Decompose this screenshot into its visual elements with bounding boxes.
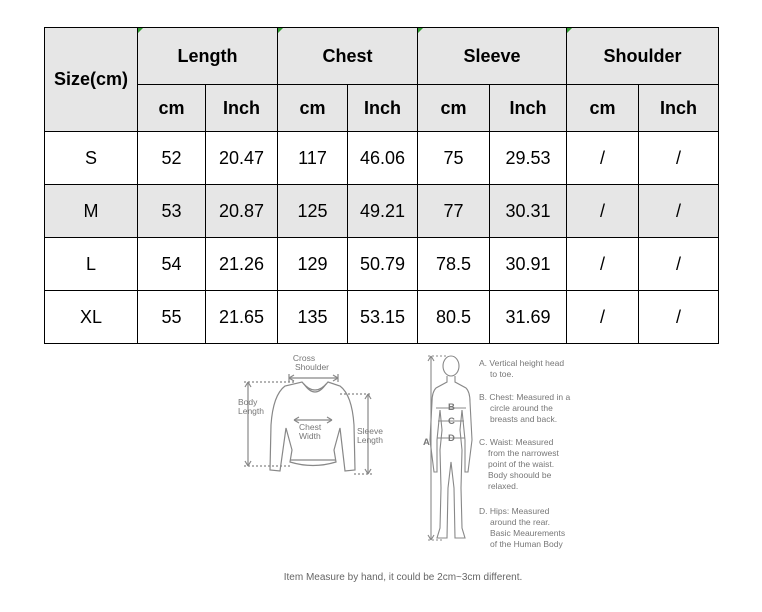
sleeve-length-label: Sleeve: [357, 426, 383, 436]
size-label: M: [45, 185, 138, 238]
table-cell: /: [639, 132, 719, 185]
note-line: point of the waist.: [488, 459, 555, 469]
table-cell: 135: [278, 291, 348, 344]
table-cell: 50.79: [348, 238, 418, 291]
table-cell: 52: [138, 132, 206, 185]
table-cell: /: [639, 185, 719, 238]
body-length-label: Length: [238, 406, 264, 416]
note-line: of the Human Body: [490, 539, 563, 549]
length-header: Length: [138, 28, 278, 85]
body-length-label: Body: [238, 397, 258, 407]
unit-header: cm: [418, 85, 490, 132]
body-figure: [428, 356, 472, 540]
chest-width-label: Width: [299, 431, 321, 441]
body-letter-d: D: [448, 433, 455, 444]
unit-header: Inch: [206, 85, 278, 132]
note-line: C. Waist: Measured: [479, 437, 554, 447]
size-chart-table: [44, 27, 719, 344]
table-cell: /: [567, 291, 639, 344]
table-row: [45, 185, 719, 238]
table-cell: 46.06: [348, 132, 418, 185]
note-line: circle around the: [490, 403, 553, 413]
table-cell: 31.69: [490, 291, 567, 344]
note-line: Basic Meaurements: [490, 528, 566, 538]
garment-diagram: [244, 374, 372, 474]
footer-note: Item Measure by hand, it could be 2cm~3cm different.: [283, 572, 523, 583]
table-cell: /: [567, 238, 639, 291]
body-notes: [479, 358, 570, 549]
table-row: [45, 238, 719, 291]
unit-header: cm: [567, 85, 639, 132]
note-line: to toe.: [490, 369, 514, 379]
chest-header: Chest: [278, 28, 418, 85]
note-line: around the rear.: [490, 517, 551, 527]
sleeve-header: Sleeve: [418, 28, 567, 85]
body-letter-b: B: [448, 402, 455, 413]
table-cell: 21.65: [206, 291, 278, 344]
table-cell: 75: [418, 132, 490, 185]
size-header: Size(cm): [45, 28, 138, 132]
table-cell: 77: [418, 185, 490, 238]
table-cell: 55: [138, 291, 206, 344]
table-cell: 117: [278, 132, 348, 185]
table-cell: 53: [138, 185, 206, 238]
note-line: from the narrowest: [488, 448, 559, 458]
table-cell: 129: [278, 238, 348, 291]
unit-header: Inch: [639, 85, 719, 132]
table-cell: /: [639, 291, 719, 344]
size-label: S: [45, 132, 138, 185]
table-cell: 78.5: [418, 238, 490, 291]
sleeve-length-label: Length: [357, 435, 383, 445]
table-cell: /: [639, 238, 719, 291]
body-letter-a: A: [423, 437, 430, 448]
table-cell: 125: [278, 185, 348, 238]
note-line: relaxed.: [488, 481, 519, 491]
size-label: L: [45, 238, 138, 291]
table-cell: 20.47: [206, 132, 278, 185]
table-cell: 54: [138, 238, 206, 291]
cross-shoulder-label: Shoulder: [294, 362, 330, 372]
cross-shoulder-label: Cross: [292, 353, 316, 363]
table-cell: 30.31: [490, 185, 567, 238]
unit-header: cm: [278, 85, 348, 132]
table-cell: 21.26: [206, 238, 278, 291]
unit-header: Inch: [348, 85, 418, 132]
size-label: XL: [45, 291, 138, 344]
table-cell: 30.91: [490, 238, 567, 291]
table-cell: 80.5: [418, 291, 490, 344]
table-cell: 29.53: [490, 132, 567, 185]
table-row: [45, 132, 719, 185]
table-cell: 20.87: [206, 185, 278, 238]
table-cell: 53.15: [348, 291, 418, 344]
table-cell: /: [567, 185, 639, 238]
unit-header: cm: [138, 85, 206, 132]
unit-header: Inch: [490, 85, 567, 132]
note-line: breasts and back.: [490, 414, 558, 424]
table-row: [45, 291, 719, 344]
table-cell: 49.21: [348, 185, 418, 238]
note-line: B. Chest: Measured in a: [479, 392, 571, 402]
body-letter-c: C: [448, 416, 455, 427]
note-line: A. Vertical height head: [479, 358, 565, 368]
note-line: Body shoould be: [488, 470, 552, 480]
note-line: D. Hips: Measured: [479, 506, 550, 516]
chest-width-label: Chest: [299, 422, 322, 432]
shoulder-header: Shoulder: [567, 28, 719, 85]
table-cell: /: [567, 132, 639, 185]
